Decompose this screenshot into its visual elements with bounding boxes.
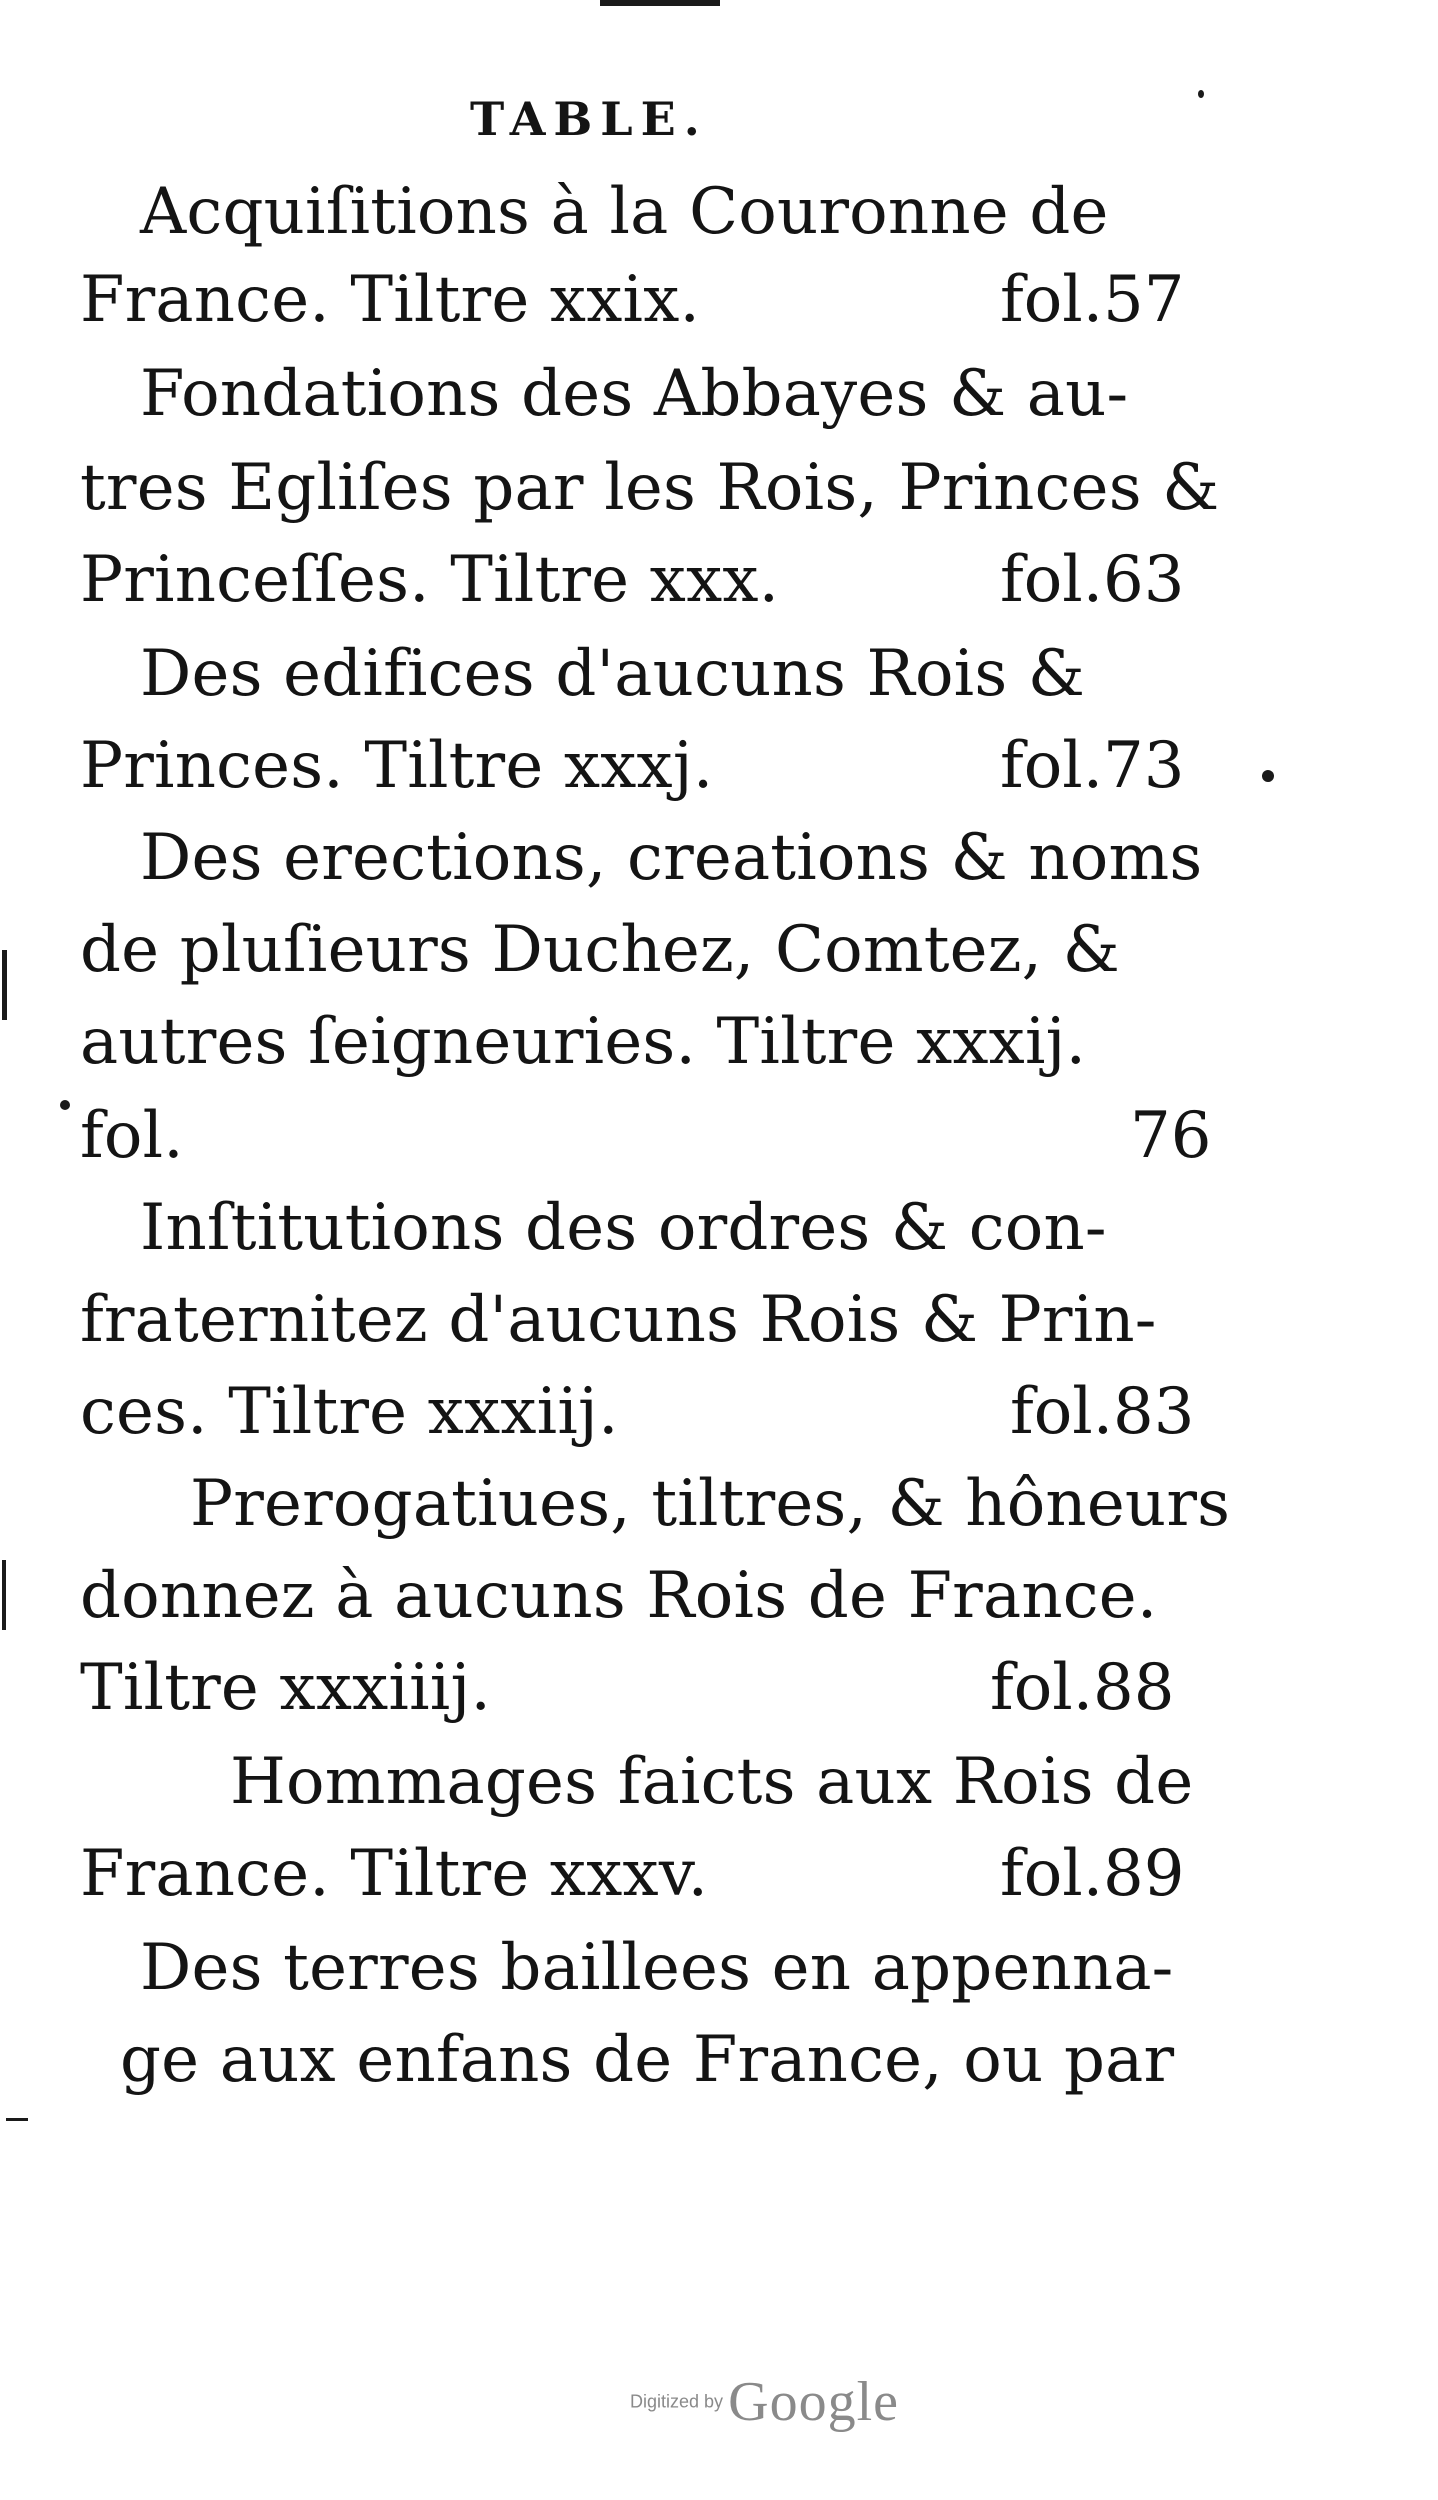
page-edge-mark [600,0,720,6]
toc-line: Fondations des Abbayes & au- [140,357,1129,431]
folio-number: 76 [1130,1099,1212,1173]
ink-speck [60,1100,70,1110]
folio-number: fol.83 [1010,1375,1195,1449]
toc-line: France. Tiltre xxxv. [80,1837,709,1911]
folio-number: fol.57 [1000,263,1185,337]
watermark-prefix: Digitized by [630,2391,724,2412]
toc-line: tres Egliſes par les Rois, Princes & [80,451,1220,525]
toc-line: Prerogatiues, tiltres, & hôneurs [190,1467,1231,1541]
toc-line: Hommages faicts aux Rois de [230,1745,1194,1819]
page-edge-mark [6,2118,28,2121]
toc-line: ge aux enfans de France, ou par [120,2023,1175,2097]
toc-line: Acquiſitions à la Couronne de [140,175,1109,249]
running-title: TABLE. [470,92,708,146]
google-logo: Google [728,2371,899,2433]
toc-line: de pluſieurs Duchez, Comtez, & [80,913,1120,987]
digitized-by-google-watermark [630,2370,899,2434]
toc-line: Des edifices d'aucuns Rois & [140,637,1086,711]
toc-line: ces. Tiltre xxxiij. [80,1375,619,1449]
folio-number: fol.88 [990,1651,1175,1725]
ink-speck [1262,770,1274,782]
toc-line: Inſtitutions des ordres & con- [140,1191,1107,1265]
folio-number: fol.73 [1000,729,1185,803]
toc-line: autres ſeigneuries. Tiltre xxxij. [80,1005,1087,1079]
toc-line: fol. [80,1099,184,1173]
page-edge-mark [2,950,7,1020]
toc-line: fraternitez d'aucuns Rois & Prin- [80,1283,1157,1357]
toc-line: Princeſſes. Tiltre xxx. [80,543,780,617]
toc-line: Des erections, creations & noms [140,821,1203,895]
toc-line: France. Tiltre xxix. [80,263,701,337]
folio-number: fol.89 [1000,1837,1185,1911]
ink-speck [1198,90,1204,98]
toc-line: donnez à aucuns Rois de France. [80,1559,1158,1633]
toc-line: Princes. Tiltre xxxj. [80,729,714,803]
toc-line: Tiltre xxxiiij. [80,1651,492,1725]
toc-line: Des terres baillees en appenna- [140,1931,1174,2005]
folio-number: fol.63 [1000,543,1185,617]
page-edge-mark [2,1560,6,1630]
